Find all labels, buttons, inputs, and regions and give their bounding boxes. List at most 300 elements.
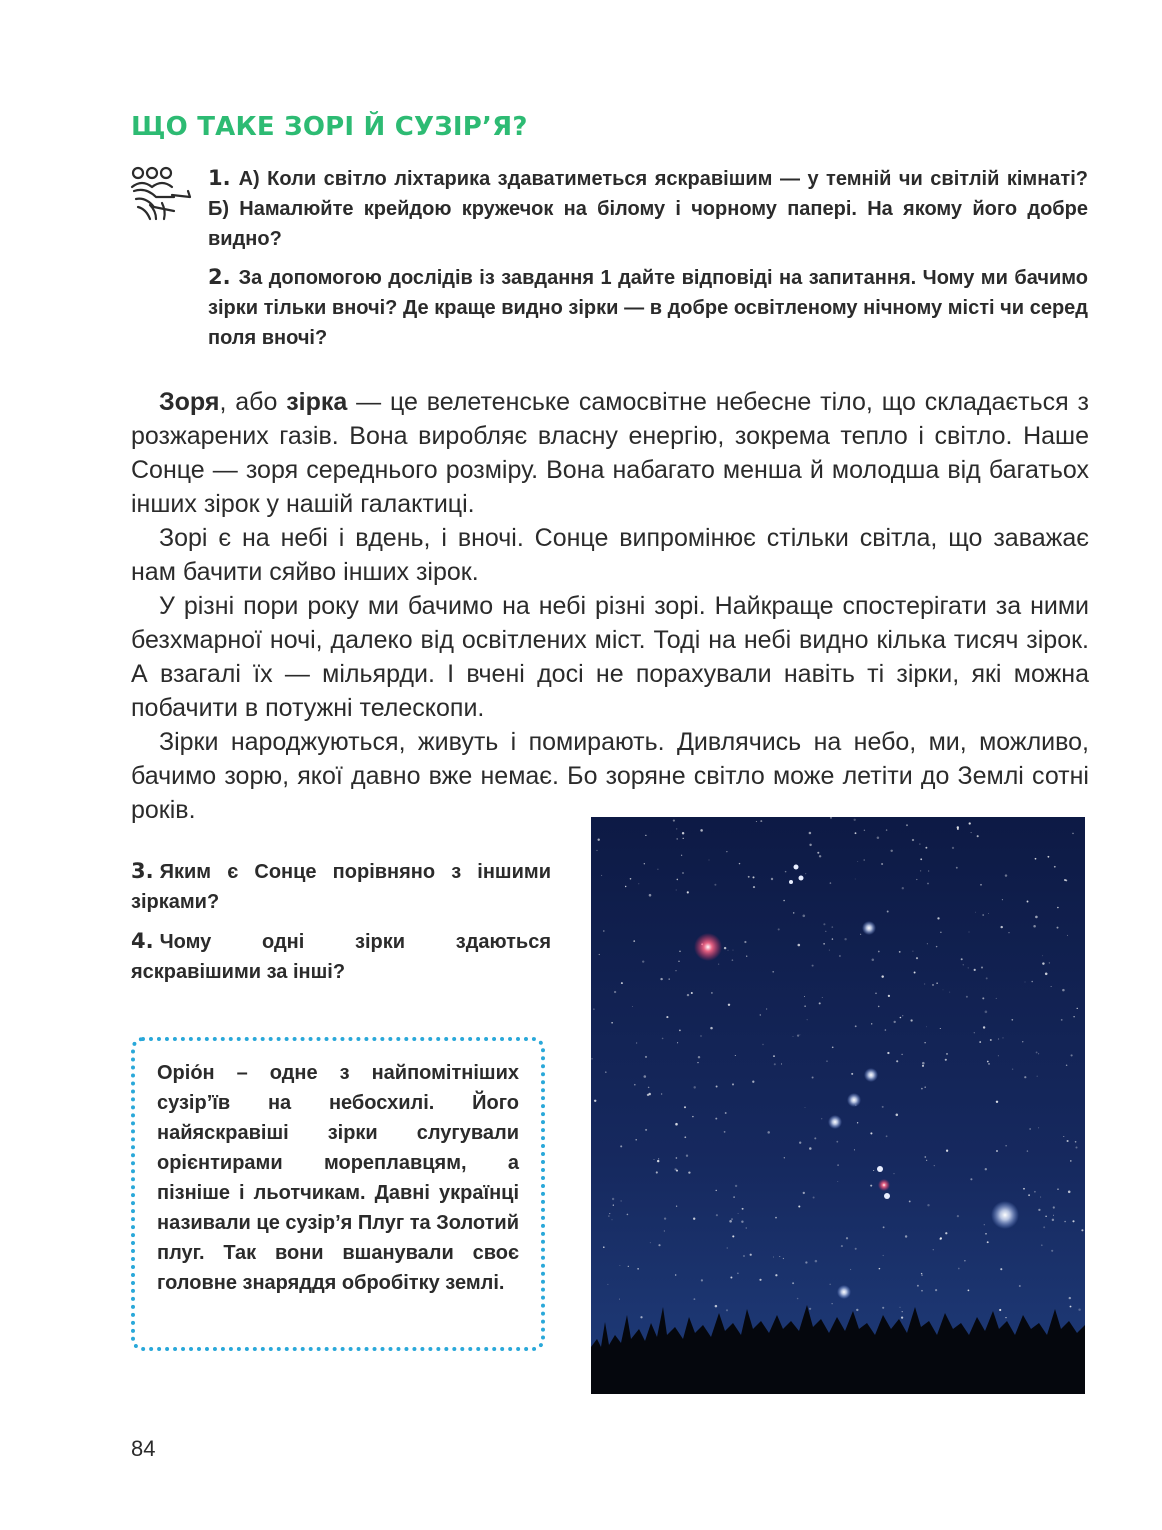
star-sword (884, 1193, 890, 1199)
faint-star (896, 1060, 898, 1062)
faint-star (634, 1084, 636, 1086)
paragraph: Зірки народжуються, живуть і помирають. Дивлячись на небо, ми, можливо, бачимо зорю, якої давно вже немає. Бо зоряне світло може летіти до Землі сотні років. (131, 728, 1089, 824)
faint-star (927, 883, 929, 885)
faint-star (621, 982, 623, 984)
faint-star (784, 1157, 785, 1158)
faint-star (597, 850, 598, 851)
faint-star (1038, 1053, 1039, 1054)
faint-star (640, 1316, 642, 1318)
faint-star (657, 1160, 659, 1162)
faint-star (792, 1282, 794, 1284)
faint-star (961, 958, 963, 960)
faint-star (632, 1006, 633, 1007)
faint-star (1025, 982, 1026, 983)
faint-star (1076, 1147, 1078, 1149)
faint-star (676, 828, 677, 829)
paragraph-text: — це велетенське самосвітне небесне тіло, що складається з розжарених газів. Вона виробляє власну енергію, зокрема тепло і світло. Наше Сонце — зоря середнього розміру. Вона набагато менша й молодша від багатьох інших зірок у нашій галактиці. (131, 388, 1089, 518)
faint-star (633, 940, 635, 942)
faint-star (902, 1311, 903, 1312)
faint-star (681, 855, 682, 856)
faint-star (936, 983, 937, 984)
faint-star (772, 971, 774, 973)
faint-star (984, 1224, 985, 1225)
faint-star (830, 1284, 831, 1285)
faint-star (996, 1101, 998, 1103)
faint-star (924, 1086, 926, 1088)
faint-star (804, 1006, 805, 1007)
faint-star (594, 1100, 596, 1102)
faint-star (715, 1118, 717, 1120)
faint-star (742, 1208, 744, 1210)
faint-star (831, 926, 833, 928)
faint-star (809, 844, 811, 846)
faint-star (637, 1268, 638, 1269)
faint-star (917, 1285, 919, 1287)
faint-star (974, 969, 976, 971)
faint-star (1042, 962, 1044, 964)
faint-star (778, 928, 780, 930)
star-mintaka (828, 1115, 842, 1129)
faint-star (963, 964, 964, 965)
faint-star (982, 997, 984, 999)
faint-star (812, 1077, 814, 1079)
faint-star (1028, 1194, 1030, 1196)
faint-star (608, 1216, 609, 1217)
faint-star (900, 1017, 902, 1019)
faint-star (799, 1034, 800, 1035)
faint-star (714, 884, 716, 886)
faint-star (1057, 927, 1059, 929)
faint-star (619, 1265, 620, 1266)
faint-star (649, 894, 652, 897)
faint-star (752, 1081, 754, 1083)
faint-star (644, 863, 645, 864)
faint-star (857, 861, 858, 862)
faint-star (732, 1083, 734, 1085)
faint-star (598, 839, 600, 841)
faint-star (932, 984, 934, 986)
faint-star (872, 958, 875, 961)
faint-star (1042, 955, 1043, 956)
faint-star (716, 1086, 718, 1088)
faint-star (935, 1289, 937, 1291)
faint-star (856, 1309, 858, 1311)
faint-star (946, 1053, 948, 1055)
faint-star (614, 991, 616, 993)
faint-star (687, 994, 689, 996)
faint-star (914, 972, 916, 974)
faint-star (873, 1170, 874, 1171)
faint-star (797, 1034, 799, 1036)
faint-star (648, 1087, 650, 1089)
faint-star (737, 1272, 739, 1274)
orion-info-text (157, 1058, 519, 1298)
faint-star (909, 1200, 911, 1202)
faint-star (881, 863, 883, 865)
info-box-text: – одне з найпомітніших сузір’їв на небосхилі. Його найяскравіші зірки слугували орієнтирами мореплавцям, а пізніше і льотчикам. Давні українці називали це сузір’я Плуг та Золотий плуг. Так вони вшанували своє головне знаряддя обробітку землі. (157, 1062, 519, 1294)
faint-star (601, 875, 602, 876)
faint-star (927, 943, 928, 944)
faint-star (1057, 907, 1059, 909)
faint-star (940, 1028, 941, 1029)
faint-star (783, 1258, 784, 1259)
main-text (131, 385, 1089, 827)
faint-star (985, 1168, 987, 1170)
task-1 (208, 163, 1088, 254)
faint-star (741, 1220, 743, 1222)
faint-star (1077, 1008, 1078, 1009)
faint-star (854, 1149, 855, 1150)
faint-star (958, 1268, 960, 1270)
faint-star (1005, 874, 1007, 876)
faint-star (649, 1094, 650, 1095)
faint-star (687, 891, 689, 893)
faint-star (968, 1290, 970, 1292)
faint-star (1030, 1128, 1031, 1129)
faint-star (711, 992, 713, 994)
faint-star (700, 1035, 701, 1036)
faint-star (693, 1218, 695, 1220)
faint-star (983, 1026, 985, 1028)
faint-star (901, 1054, 902, 1055)
faint-star (977, 835, 979, 837)
faint-star (879, 1268, 881, 1270)
faint-star (987, 1241, 989, 1243)
faint-star (638, 883, 639, 884)
faint-star (684, 1106, 686, 1108)
faint-star (1035, 858, 1037, 860)
faint-star (841, 1245, 843, 1247)
faint-star (988, 913, 989, 914)
faint-star (851, 1073, 853, 1075)
faint-star (603, 1246, 605, 1248)
faint-star (1024, 1076, 1026, 1078)
faint-star (986, 977, 988, 979)
faint-star (732, 1235, 734, 1237)
faint-star (698, 1056, 700, 1058)
faint-star (899, 951, 901, 953)
faint-star (940, 932, 941, 933)
faint-star (919, 844, 920, 845)
faint-star (766, 1008, 767, 1009)
faint-star (775, 1274, 777, 1276)
faint-star (668, 978, 669, 979)
faint-star (798, 1205, 800, 1207)
faint-star (814, 1137, 816, 1139)
faint-star (756, 821, 757, 822)
faint-star (735, 1185, 737, 1187)
faint-star (871, 1023, 872, 1024)
faint-star (697, 1062, 698, 1063)
term-star-zirka: зірка (286, 388, 348, 416)
faint-star (591, 1058, 593, 1060)
faint-star (985, 1011, 988, 1014)
faint-star (809, 1308, 811, 1310)
faint-star (636, 1042, 637, 1043)
faint-star (878, 951, 880, 953)
faint-star (916, 957, 918, 959)
faint-star (1045, 973, 1048, 976)
faint-star (910, 1019, 912, 1021)
faint-star (738, 1213, 739, 1214)
faint-star (937, 917, 939, 919)
question-text: Яким є Сонце порівняно з іншими зірками? (131, 861, 551, 913)
faint-star (809, 832, 812, 835)
faint-star (612, 1198, 614, 1200)
faint-star (656, 1171, 658, 1173)
faint-star (885, 1029, 887, 1031)
faint-star (679, 1030, 681, 1032)
faint-star (946, 1150, 948, 1152)
faint-star (883, 1255, 884, 1256)
faint-star (1070, 1160, 1072, 1162)
faint-star (675, 1274, 676, 1275)
faint-star (793, 1036, 794, 1037)
faint-star (878, 1006, 880, 1008)
faint-star (890, 850, 892, 852)
star-alnitak (864, 1068, 878, 1082)
faint-star (688, 1171, 690, 1173)
faint-star (645, 835, 646, 836)
faint-star (1049, 962, 1050, 963)
faint-star (1011, 1019, 1013, 1021)
faint-star (793, 912, 795, 914)
faint-star (1023, 1188, 1025, 1190)
star-rigel (991, 1201, 1019, 1229)
faint-star (609, 1213, 610, 1214)
faint-star (645, 1056, 647, 1058)
faint-star (607, 1284, 608, 1285)
faint-star (662, 1038, 664, 1040)
faint-star (964, 1260, 965, 1261)
faint-star (882, 1106, 884, 1108)
faint-star (657, 869, 658, 870)
faint-star (1064, 1221, 1066, 1223)
faint-star (1033, 925, 1036, 928)
faint-star (731, 1218, 733, 1220)
faint-star (902, 887, 904, 889)
faint-star (886, 829, 887, 830)
faint-star (855, 1248, 857, 1250)
faint-star (1053, 1206, 1055, 1208)
faint-star (922, 1065, 924, 1067)
term-orion: Оріо́н (157, 1062, 215, 1084)
faint-star (1075, 1141, 1077, 1143)
faint-star (684, 1136, 686, 1138)
faint-star (654, 1159, 655, 1160)
faint-star (678, 961, 679, 962)
faint-star (682, 832, 684, 834)
faint-star (797, 1298, 799, 1300)
faint-star (894, 1021, 896, 1023)
faint-star (666, 1016, 668, 1018)
faint-star (928, 870, 929, 871)
star-betelgeuse (694, 933, 722, 961)
faint-star (739, 863, 740, 864)
faint-star (1019, 1285, 1021, 1287)
faint-star (805, 1261, 807, 1263)
faint-star (988, 1063, 990, 1065)
faint-star (821, 1118, 822, 1119)
faint-star (683, 838, 684, 839)
faint-star (1036, 1051, 1038, 1053)
faint-star (839, 955, 841, 957)
faint-star (857, 1122, 858, 1123)
faint-star (677, 1042, 678, 1043)
faint-star (952, 847, 954, 849)
faint-star (1057, 1188, 1058, 1189)
faint-star (945, 1059, 947, 1061)
faint-star (701, 1279, 703, 1281)
faint-star (875, 993, 877, 995)
faint-star (762, 1044, 763, 1045)
faint-star (1000, 1268, 1002, 1270)
faint-star (829, 950, 830, 951)
faint-star (611, 1219, 612, 1220)
faint-star (728, 950, 729, 951)
faint-star (921, 1273, 922, 1274)
faint-star (926, 1026, 927, 1027)
faint-star (996, 998, 997, 999)
faint-star (664, 1217, 666, 1219)
faint-star (980, 884, 982, 886)
faint-star (726, 851, 727, 852)
faint-star (727, 1248, 728, 1249)
faint-star (998, 1055, 999, 1056)
faint-star (773, 1055, 775, 1057)
faint-star (927, 1204, 929, 1206)
faint-star (846, 1237, 848, 1239)
faint-star (746, 1227, 747, 1228)
faint-star (836, 1141, 838, 1143)
faint-star (627, 1214, 629, 1216)
people-discussion-icon (128, 165, 198, 227)
star-head (794, 865, 799, 870)
faint-star (823, 923, 825, 925)
faint-star (870, 1132, 872, 1134)
faint-star (1034, 1191, 1036, 1193)
question-number: 3. (131, 859, 154, 883)
faint-star (999, 1309, 1001, 1311)
faint-star (906, 824, 908, 826)
faint-star (1008, 932, 1009, 933)
task-text: За допомогою дослідів із завдання 1 дайте відповіді на запитання. Чому ми бачимо зірки тільки вночі? Де краще видно зірки — в добре освітленому нічному місті чи серед поля вночі? (208, 267, 1088, 349)
faint-star (635, 1139, 637, 1141)
faint-star (625, 886, 626, 887)
faint-star (887, 1052, 889, 1054)
faint-star (1063, 1136, 1064, 1137)
faint-star (728, 1004, 730, 1006)
faint-star (832, 1303, 833, 1304)
faint-star (921, 1088, 923, 1090)
faint-star (832, 1046, 834, 1048)
faint-star (771, 878, 773, 880)
faint-star (611, 1022, 613, 1024)
faint-star (673, 820, 675, 822)
faint-star (1045, 1216, 1046, 1217)
star-alnilam (847, 1093, 861, 1107)
paragraph: Зорі є на небі і вдень, і вночі. Сонце випромінює стільки світла, що заважає нам бачити сяйво інших зірок. (131, 524, 1089, 586)
faint-star (1038, 1127, 1039, 1128)
faint-star (676, 889, 677, 890)
faint-star (864, 830, 865, 831)
question-number: 4. (131, 929, 154, 953)
faint-star (773, 1257, 774, 1258)
faint-star (1070, 1306, 1072, 1308)
faint-star (760, 820, 762, 822)
faint-star (691, 992, 693, 994)
orion-night-sky-photo (591, 817, 1085, 1394)
faint-star (676, 1157, 678, 1159)
faint-star (767, 1131, 770, 1134)
faint-star (823, 943, 824, 944)
faint-star (785, 871, 787, 873)
faint-star (981, 966, 983, 968)
faint-star (724, 947, 726, 949)
faint-star (1081, 1229, 1083, 1231)
paragraph (131, 385, 1089, 521)
faint-star (748, 876, 750, 878)
faint-star (1041, 1244, 1043, 1246)
faint-star (924, 1042, 925, 1043)
faint-star (803, 1192, 805, 1194)
faint-star (676, 1206, 677, 1207)
faint-star (881, 975, 883, 977)
faint-star (912, 839, 914, 841)
faint-star (925, 847, 927, 849)
faint-star (679, 950, 681, 952)
faint-star (855, 879, 856, 880)
faint-star (809, 1147, 812, 1150)
question-4 (131, 926, 551, 987)
faint-star (812, 965, 814, 967)
faint-star (619, 1299, 620, 1300)
faint-star (971, 832, 972, 833)
paragraph-text: , або (219, 388, 287, 416)
faint-star (933, 1249, 934, 1250)
faint-star (1072, 833, 1074, 835)
faint-star (1002, 899, 1003, 900)
faint-star (830, 882, 832, 884)
faint-star (716, 1214, 718, 1216)
faint-star (715, 1305, 718, 1308)
star-bellatrix (862, 921, 876, 935)
faint-star (730, 1277, 732, 1279)
faint-star (813, 1196, 815, 1198)
faint-star (774, 1063, 776, 1065)
faint-star (729, 1220, 732, 1223)
faint-star (924, 984, 925, 985)
faint-star (676, 970, 677, 971)
faint-star (934, 1165, 935, 1166)
faint-star (817, 852, 819, 854)
faint-star (912, 951, 913, 952)
faint-star (887, 911, 889, 913)
question-3 (131, 856, 551, 917)
faint-star (826, 1061, 827, 1062)
faint-star (888, 995, 890, 997)
faint-star (726, 1309, 728, 1311)
faint-star (1054, 866, 1056, 868)
section-title: ЩО ТАКЕ ЗОРІ Й СУЗІР’Я? (131, 112, 528, 142)
faint-star (1053, 1215, 1054, 1216)
faint-star (819, 855, 821, 857)
faint-star (936, 946, 937, 947)
faint-star (1073, 1016, 1074, 1017)
faint-star (753, 886, 755, 888)
faint-star (658, 1244, 660, 1246)
faint-star (1052, 1219, 1054, 1221)
